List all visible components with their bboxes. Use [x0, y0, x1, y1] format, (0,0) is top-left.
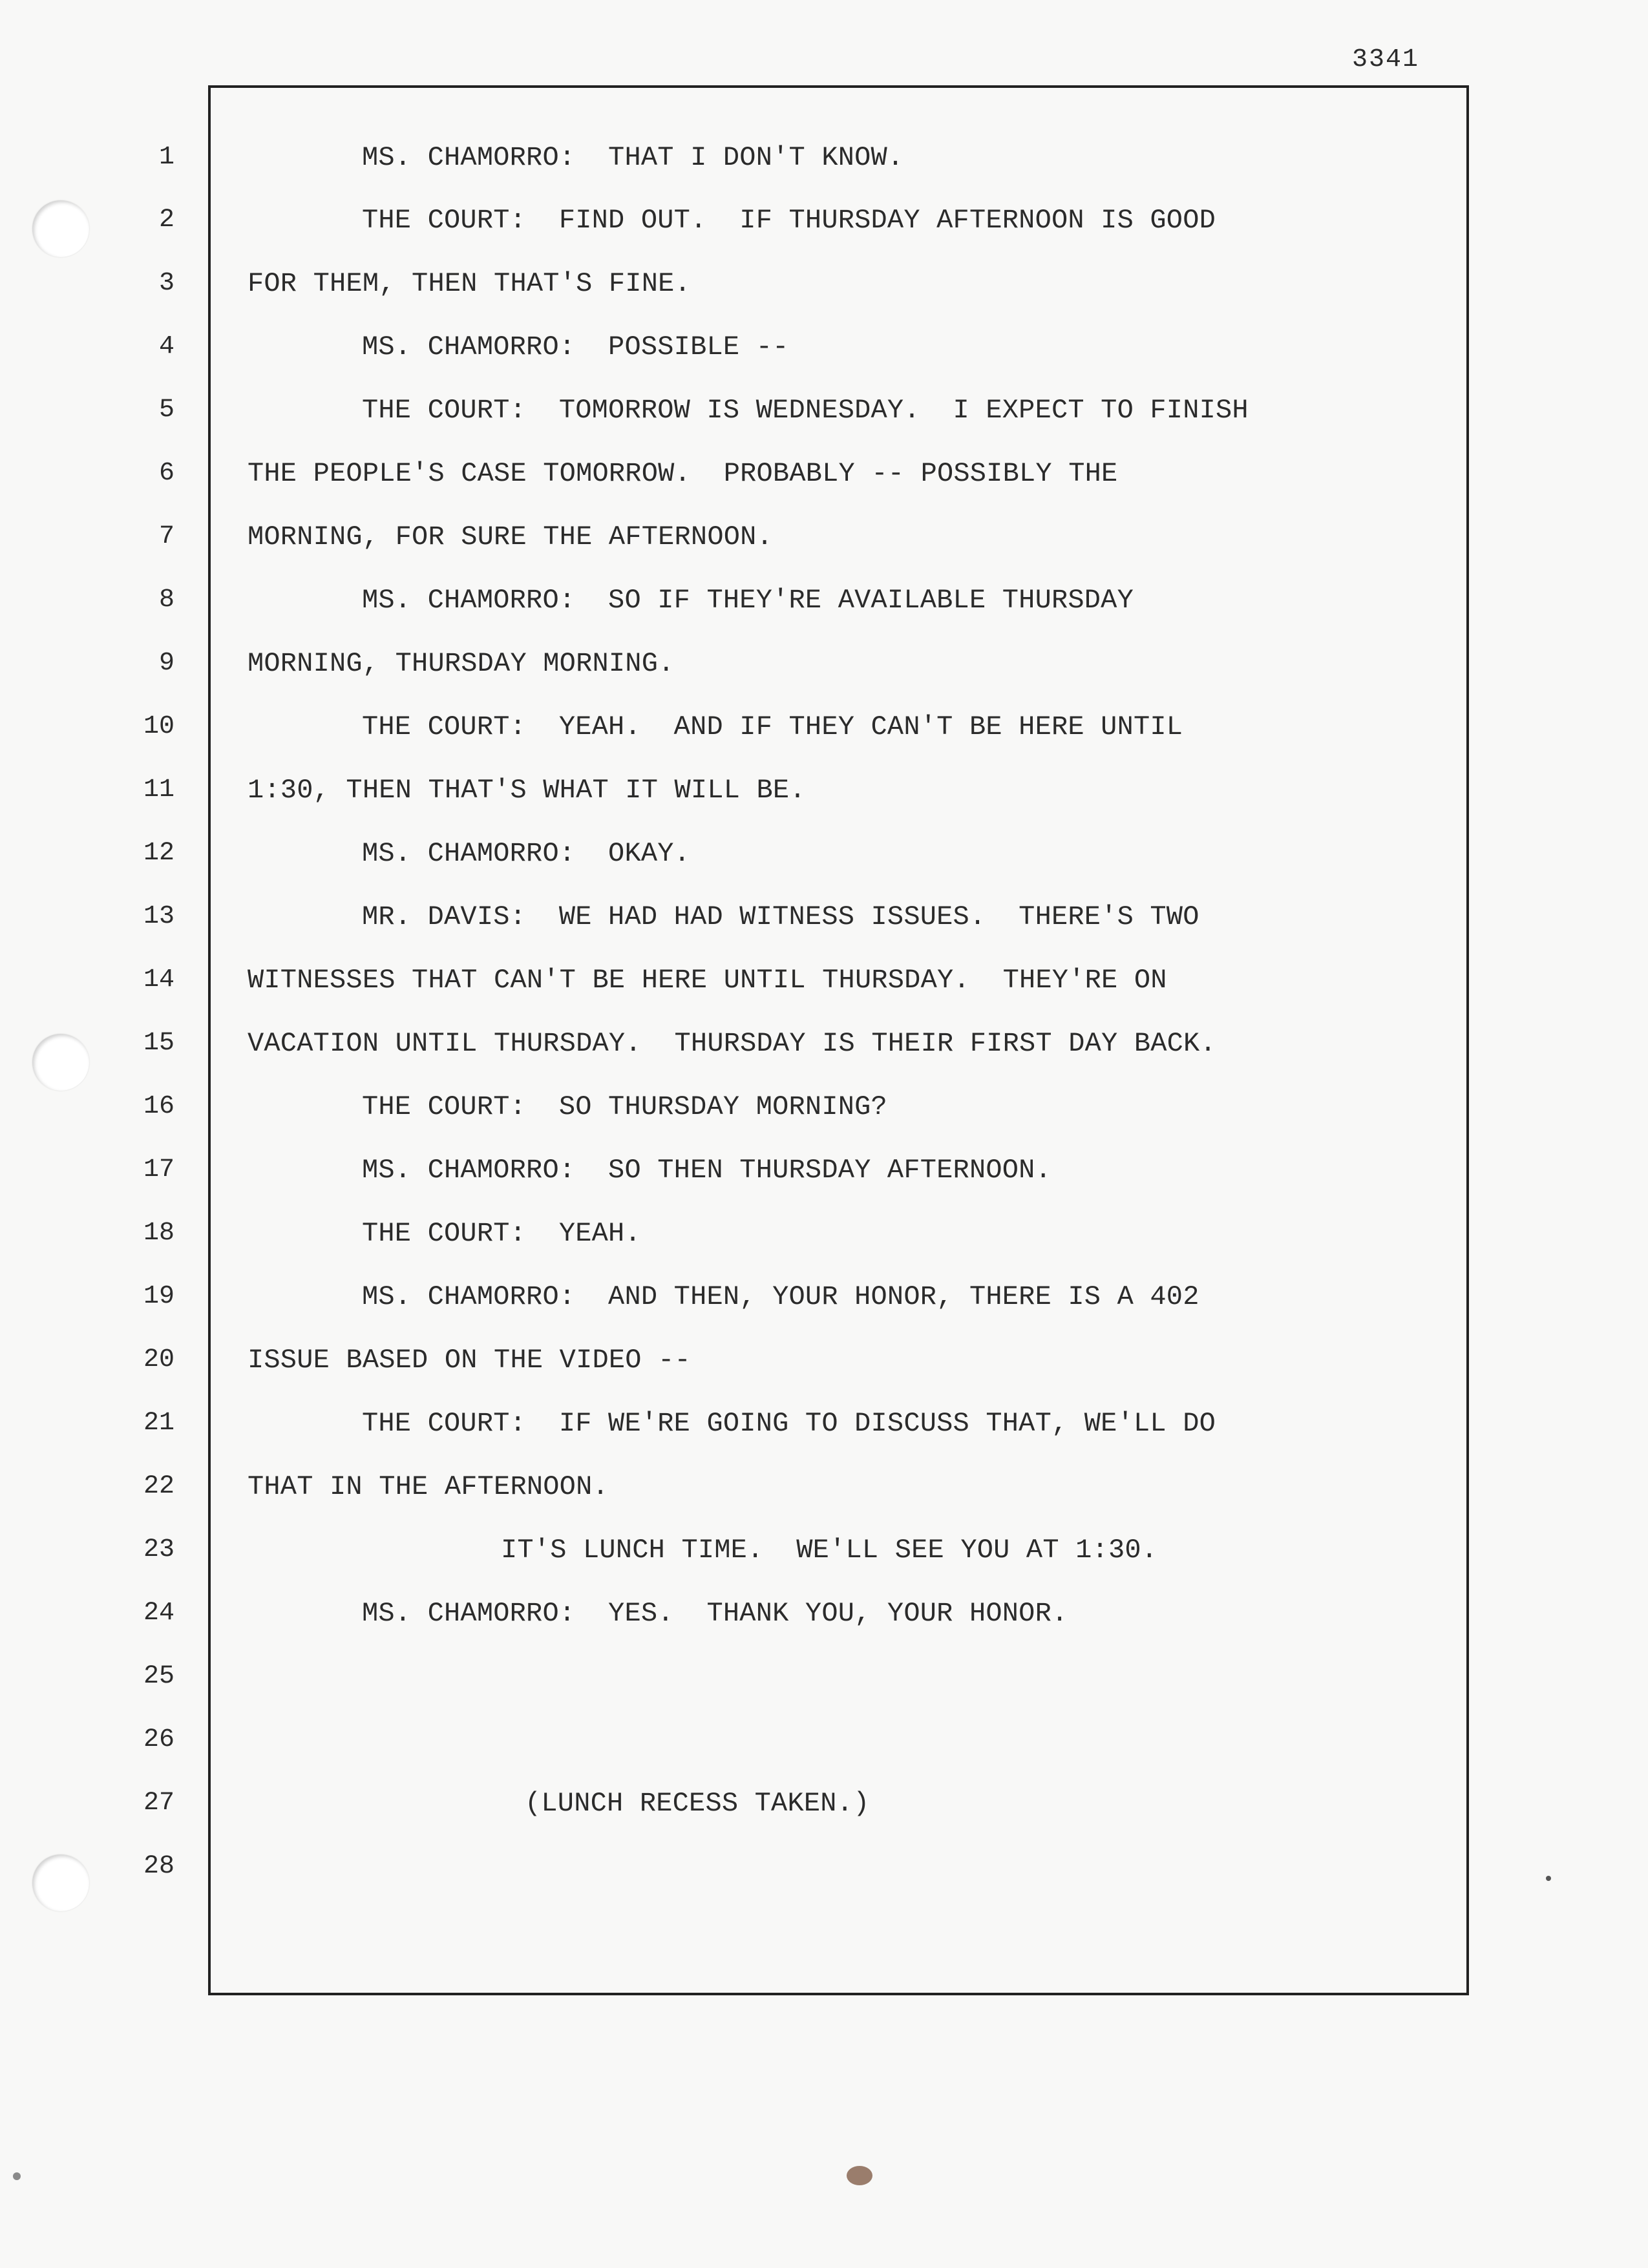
transcript-line: THE COURT: TOMORROW IS WEDNESDAY. I EXPECT TO FINISH	[362, 395, 1249, 426]
line-number: 21	[143, 1409, 174, 1438]
transcript-line: MS. CHAMORRO: YES. THANK YOU, YOUR HONOR.	[362, 1598, 1068, 1629]
line-number: 17	[143, 1155, 174, 1184]
line-number: 12	[143, 839, 174, 868]
transcript-line: MORNING, FOR SURE THE AFTERNOON.	[248, 521, 773, 552]
transcript-line: MR. DAVIS: WE HAD HAD WITNESS ISSUES. THERE'S TWO	[362, 901, 1199, 932]
transcript-line: MS. CHAMORRO: SO IF THEY'RE AVAILABLE THURSDAY	[362, 585, 1134, 616]
transcript-line: WITNESSES THAT CAN'T BE HERE UNTIL THURSDAY. THEY'RE ON	[248, 965, 1167, 996]
line-number: 8	[158, 585, 174, 614]
line-number: 13	[143, 902, 174, 931]
transcript-line: THE COURT: FIND OUT. IF THURSDAY AFTERNOON IS GOOD	[362, 205, 1216, 236]
line-number: 15	[143, 1029, 174, 1058]
punch-hole-bottom	[32, 1854, 89, 1911]
line-number: 28	[143, 1852, 174, 1881]
line-number: 6	[158, 459, 174, 488]
line-number: 24	[143, 1599, 174, 1628]
line-number: 18	[143, 1219, 174, 1248]
line-number: 11	[143, 775, 174, 804]
paper-speck	[13, 2172, 21, 2180]
line-number: 16	[143, 1092, 174, 1121]
line-number: 5	[158, 395, 174, 425]
transcript-line: THE PEOPLE'S CASE TOMORROW. PROBABLY -- POSSIBLY THE	[248, 458, 1118, 489]
line-number: 3	[158, 269, 174, 298]
line-number: 20	[143, 1345, 174, 1374]
transcript-line: IT'S LUNCH TIME. WE'LL SEE YOU AT 1:30.	[501, 1535, 1158, 1566]
line-number: 19	[143, 1282, 174, 1311]
transcript-line: MS. CHAMORRO: SO THEN THURSDAY AFTERNOON.	[362, 1155, 1051, 1186]
transcript-line: THE COURT: IF WE'RE GOING TO DISCUSS THAT, WE'LL DO	[362, 1408, 1216, 1439]
page-number: 3341	[1352, 45, 1420, 74]
line-number: 25	[143, 1662, 174, 1691]
transcript-line: MS. CHAMORRO: OKAY.	[362, 838, 691, 869]
transcript-line: THE COURT: YEAH. AND IF THEY CAN'T BE HERE UNTIL	[362, 711, 1183, 742]
line-number: 7	[158, 522, 174, 551]
transcript-line: ISSUE BASED ON THE VIDEO --	[248, 1345, 691, 1376]
transcript-line: VACATION UNTIL THURSDAY. THURSDAY IS THEIR FIRST DAY BACK.	[248, 1028, 1216, 1059]
line-number: 27	[143, 1789, 174, 1818]
line-number: 22	[143, 1472, 174, 1501]
line-number: 1	[158, 143, 174, 172]
punch-hole-middle	[32, 1034, 89, 1091]
transcript-line: THAT IN THE AFTERNOON.	[248, 1471, 609, 1502]
transcript-line: MS. CHAMORRO: THAT I DON'T KNOW.	[362, 142, 904, 173]
paper-speck	[1546, 1876, 1551, 1881]
transcript-line: THE COURT: YEAH.	[362, 1218, 641, 1249]
transcript-line: MORNING, THURSDAY MORNING.	[248, 648, 675, 679]
line-number: 14	[143, 965, 174, 994]
transcript-line: MS. CHAMORRO: POSSIBLE --	[362, 331, 789, 362]
transcript-line: 1:30, THEN THAT'S WHAT IT WILL BE.	[248, 775, 806, 806]
line-number: 4	[158, 332, 174, 361]
line-number: 23	[143, 1535, 174, 1564]
paper-speck	[847, 2166, 872, 2185]
transcript-line: THE COURT: SO THURSDAY MORNING?	[362, 1091, 887, 1122]
line-number: 10	[143, 712, 174, 741]
transcript-line: FOR THEM, THEN THAT'S FINE.	[248, 268, 691, 299]
line-number: 26	[143, 1725, 174, 1754]
transcript-line: (LUNCH RECESS TAKEN.)	[525, 1788, 870, 1819]
line-number: 9	[158, 649, 174, 678]
transcript-line: MS. CHAMORRO: AND THEN, YOUR HONOR, THERE IS A 402	[362, 1281, 1199, 1312]
punch-hole-top	[32, 200, 89, 257]
line-number: 2	[158, 205, 174, 235]
